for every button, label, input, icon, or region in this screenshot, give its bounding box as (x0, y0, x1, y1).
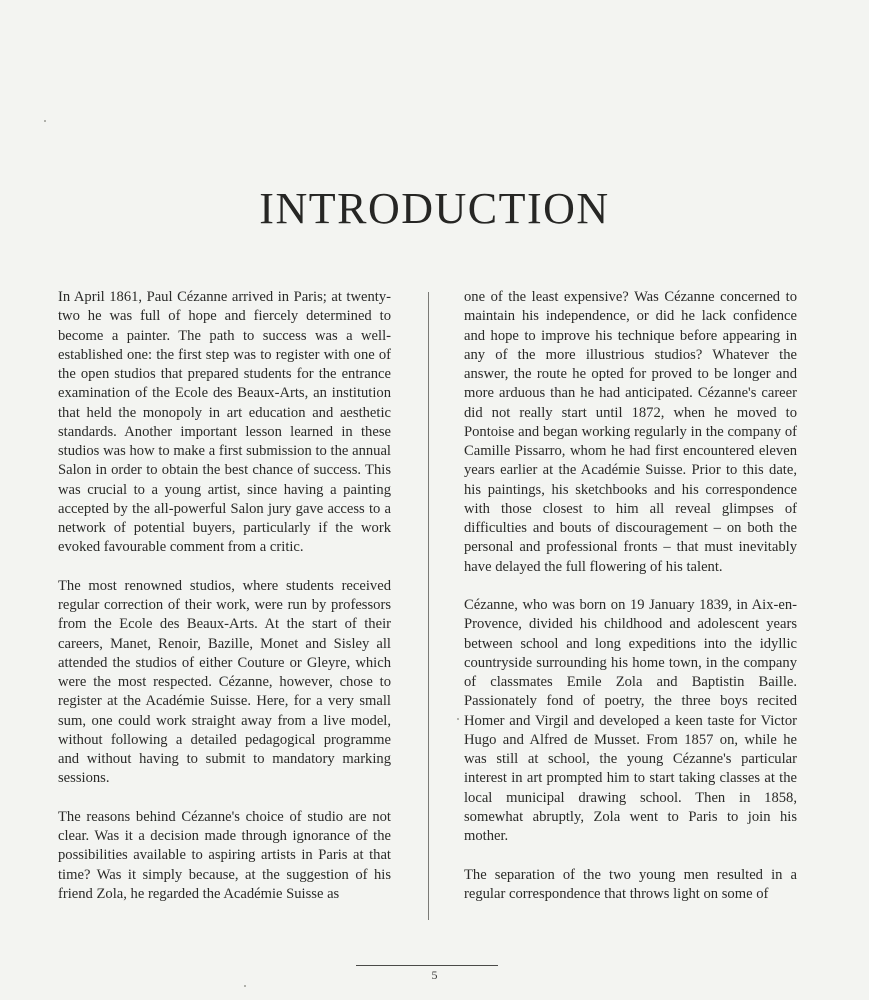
paper-speck (457, 718, 459, 720)
column-divider (428, 292, 429, 920)
footer-rule (356, 965, 498, 966)
paragraph: Cézanne, who was born on 19 January 1839, in Aix-en-Provence, divided his childhood and adolescent years between school and long expeditions into the idyllic countryside surrounding his home town, in the company of classmates Emile Zola and Baptistin Baille. Passionately fond of poetry, the three boys recited Homer and Virgil and developed a keen taste for Victor Hugo and Alfred de Musset. From 1857 on, while he was still at school, the young Cézanne's particular interest in art prompted him to start taking classes at the local municipal drawing school. Then in 1858, somewhat abruptly, Zola went to Paris to join his mother. (464, 597, 797, 844)
page-title: INTRODUCTION (259, 184, 610, 233)
paragraph: The reasons behind Cézanne's choice of studio are not clear. Was it a decision made through ignorance of the possibilities available to aspiring artists in Paris at that time? Was it simply because, at the suggestion of his friend Zola, he regarded the Académie Suisse as (58, 808, 391, 902)
left-column (58, 288, 391, 904)
paper-speck (244, 985, 246, 987)
paper-speck (44, 120, 46, 122)
paragraph: one of the least expensive? Was Cézanne concerned to maintain his independence, or did he lack confidence and hope to improve his technique before appearing in any of the more illustrious studios? Whatever the answer, the route he opted for proved to be longer and more arduous than he had anticipated. Cézanne's career did not really start until 1872, when he moved to Pontoise and began working regularly in the company of Camille Pissarro, whom he had first encountered eleven years earlier at the Académie Suisse. Prior to this date, his paintings, his sketchbooks and his correspondence with those closest to him all reveal glimpses of difficulties and bouts of discouragement – on both the personal and professional fronts – that must inevitably have delayed the full flowering of his talent. (464, 289, 797, 575)
right-column (464, 288, 797, 904)
paragraph: The separation of the two young men resulted in a regular correspondence that throws light on some of (464, 866, 797, 902)
page-number: 5 (431, 968, 438, 982)
paragraph: The most renowned studios, where students received regular correction of their work, were run by professors from the Ecole des Beaux-Arts. At the start of their careers, Manet, Renoir, Bazille, Monet and Sisley all attended the studios of either Couture or Gleyre, which were the most respected. Cézanne, however, chose to register at the Académie Suisse. Here, for a very small sum, one could work straight away from a live model, without following a detailed pedagogical programme and without having to submit to mandatory marking sessions. (58, 577, 391, 787)
paragraph: In April 1861, Paul Cézanne arrived in Paris; at twenty-two he was full of hope and fiercely determined to become a painter. The path to success was a well-established one: the first step was to register with one of the open studios that prepared students for the entrance examination of the Ecole des Beaux-Arts, an institution that held the monopoly in art education and aesthetic standards. Another important lesson learned in these studios was how to make a first submission to the annual Salon in order to obtain the best chance of success. This was crucial to a young artist, since having a painting accepted by the all-powerful Salon jury gave access to a network of potential buyers, particularly if the work evoked favourable comment from a critic. (58, 289, 391, 556)
